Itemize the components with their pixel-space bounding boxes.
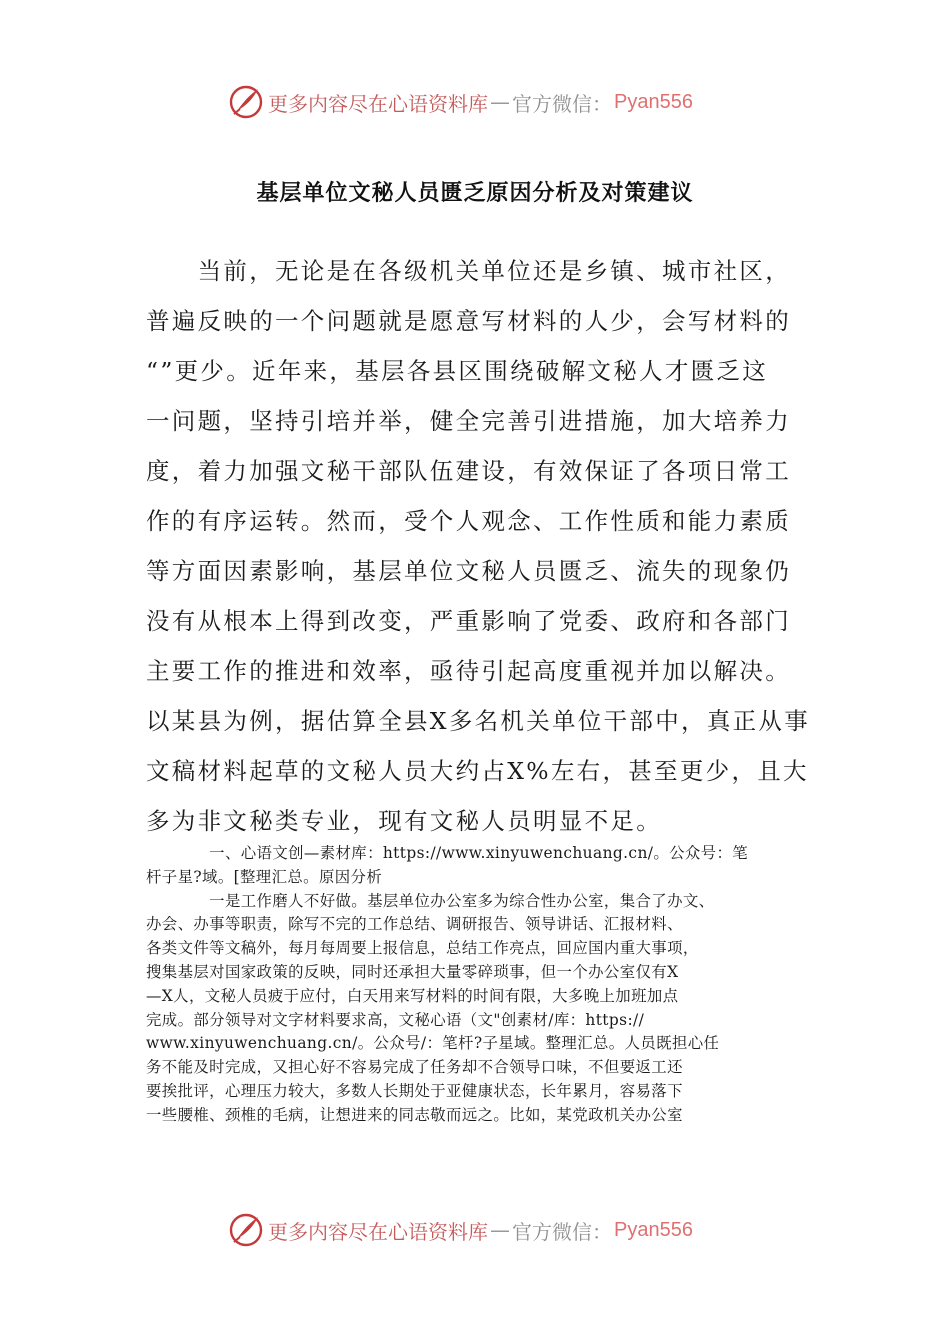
text-line: 办会、办事等职责，除写不完的工作总结、调研报告、领导讲话、汇报材料、 [146, 915, 683, 934]
text-line: 完成。部分领导对文字材料要求高，文秘心语（文"创素材/库：https:// [146, 1010, 645, 1029]
text-line: 当前，无论是在各级机关单位还是乡镇、城市社区， [146, 257, 791, 285]
banner-wechat-id: Pyan556 [614, 90, 693, 113]
text-line: 一些腰椎、颈椎的毛病，让想进来的同志敬而远之。比如，某党政机关办公室 [146, 1105, 683, 1124]
text-line: 等方面因素影响，基层单位文秘人员匮乏、流失的现象仍 [146, 557, 791, 585]
text-line: 作的有序运转。然而，受个人观念、工作性质和能力素质 [146, 507, 791, 535]
quill-logo-icon [228, 1212, 264, 1248]
banner-wechat-id: Pyan556 [614, 1218, 693, 1241]
quill-logo-icon [228, 84, 264, 120]
text-line: 务不能及时完成，又担心好不容易完成了任务却不合领导口味，不但要返工还 [146, 1058, 683, 1077]
banner-main-text: 更多内容尽在心语资料库 [268, 1219, 488, 1244]
text-line: 杆子星?域。[整理汇总。原因分析 [146, 867, 383, 886]
text-line: 没有从根本上得到改变，严重影响了党委、政府和各部门 [146, 607, 791, 635]
text-line: 普遍反映的一个问题就是愿意写材料的人少，会写材料的 [146, 307, 791, 335]
banner-wechat-label: 官方微信： [512, 91, 612, 116]
footer-watermark-banner [0, 1210, 950, 1250]
body-paragraph-analysis [146, 842, 806, 1128]
banner-separator: — [490, 90, 510, 114]
text-line: 度，着力加强文秘干部队伍建设，有效保证了各项日常工 [146, 457, 791, 485]
text-line: 多为非文秘类专业，现有文秘人员明显不足。 [146, 807, 662, 835]
text-line: 主要工作的推进和效率，亟待引起高度重视并加以解决。 [146, 657, 791, 685]
text-line: 一、心语文创—素材库：https://www.xinyuwenchuang.cn/。公众号：笔 [146, 844, 749, 862]
text-line: —X人，文秘人员疲于应付，白天用来写材料的时间有限，大多晚上加班加点 [146, 986, 679, 1005]
text-line: 要挨批评，心理压力较大，多数人长期处于亚健康状态，长年累月，容易落下 [146, 1081, 683, 1100]
banner-main-text: 更多内容尽在心语资料库 [268, 91, 488, 116]
body-paragraph-intro [146, 246, 811, 846]
banner-separator: — [490, 1218, 510, 1242]
text-line: 一是工作磨人不好做。基层单位办公室多为综合性办公室，集合了办文、 [146, 891, 715, 910]
text-line: 文稿材料起草的文秘人员大约占X%左右，甚至更少，且大 [146, 757, 809, 785]
text-line: “”更少。近年来，基层各县区围绕破解文秘人才匮乏这 [146, 357, 769, 385]
document-title: 基层单位文秘人员匮乏原因分析及对策建议 [256, 181, 694, 206]
banner-wechat-label: 官方微信： [512, 1219, 612, 1244]
text-line: 以某县为例，据估算全县X多名机关单位干部中，真正从事 [146, 707, 811, 735]
text-line: 搜集基层对国家政策的反映，同时还承担大量零碎琐事，但一个办公室仅有X [146, 962, 679, 981]
header-watermark-banner [0, 82, 950, 122]
text-line: 各类文件等文稿外，每月每周要上报信息，总结工作亮点，回应国内重大事项， [146, 939, 699, 958]
text-line: 一问题，坚持引培并举，健全完善引进措施，加大培养力 [146, 407, 791, 435]
text-line: www.xinyuwenchuang.cn/。公众号/：笔杆?子星域。整理汇总。人员既担心任 [146, 1034, 720, 1053]
